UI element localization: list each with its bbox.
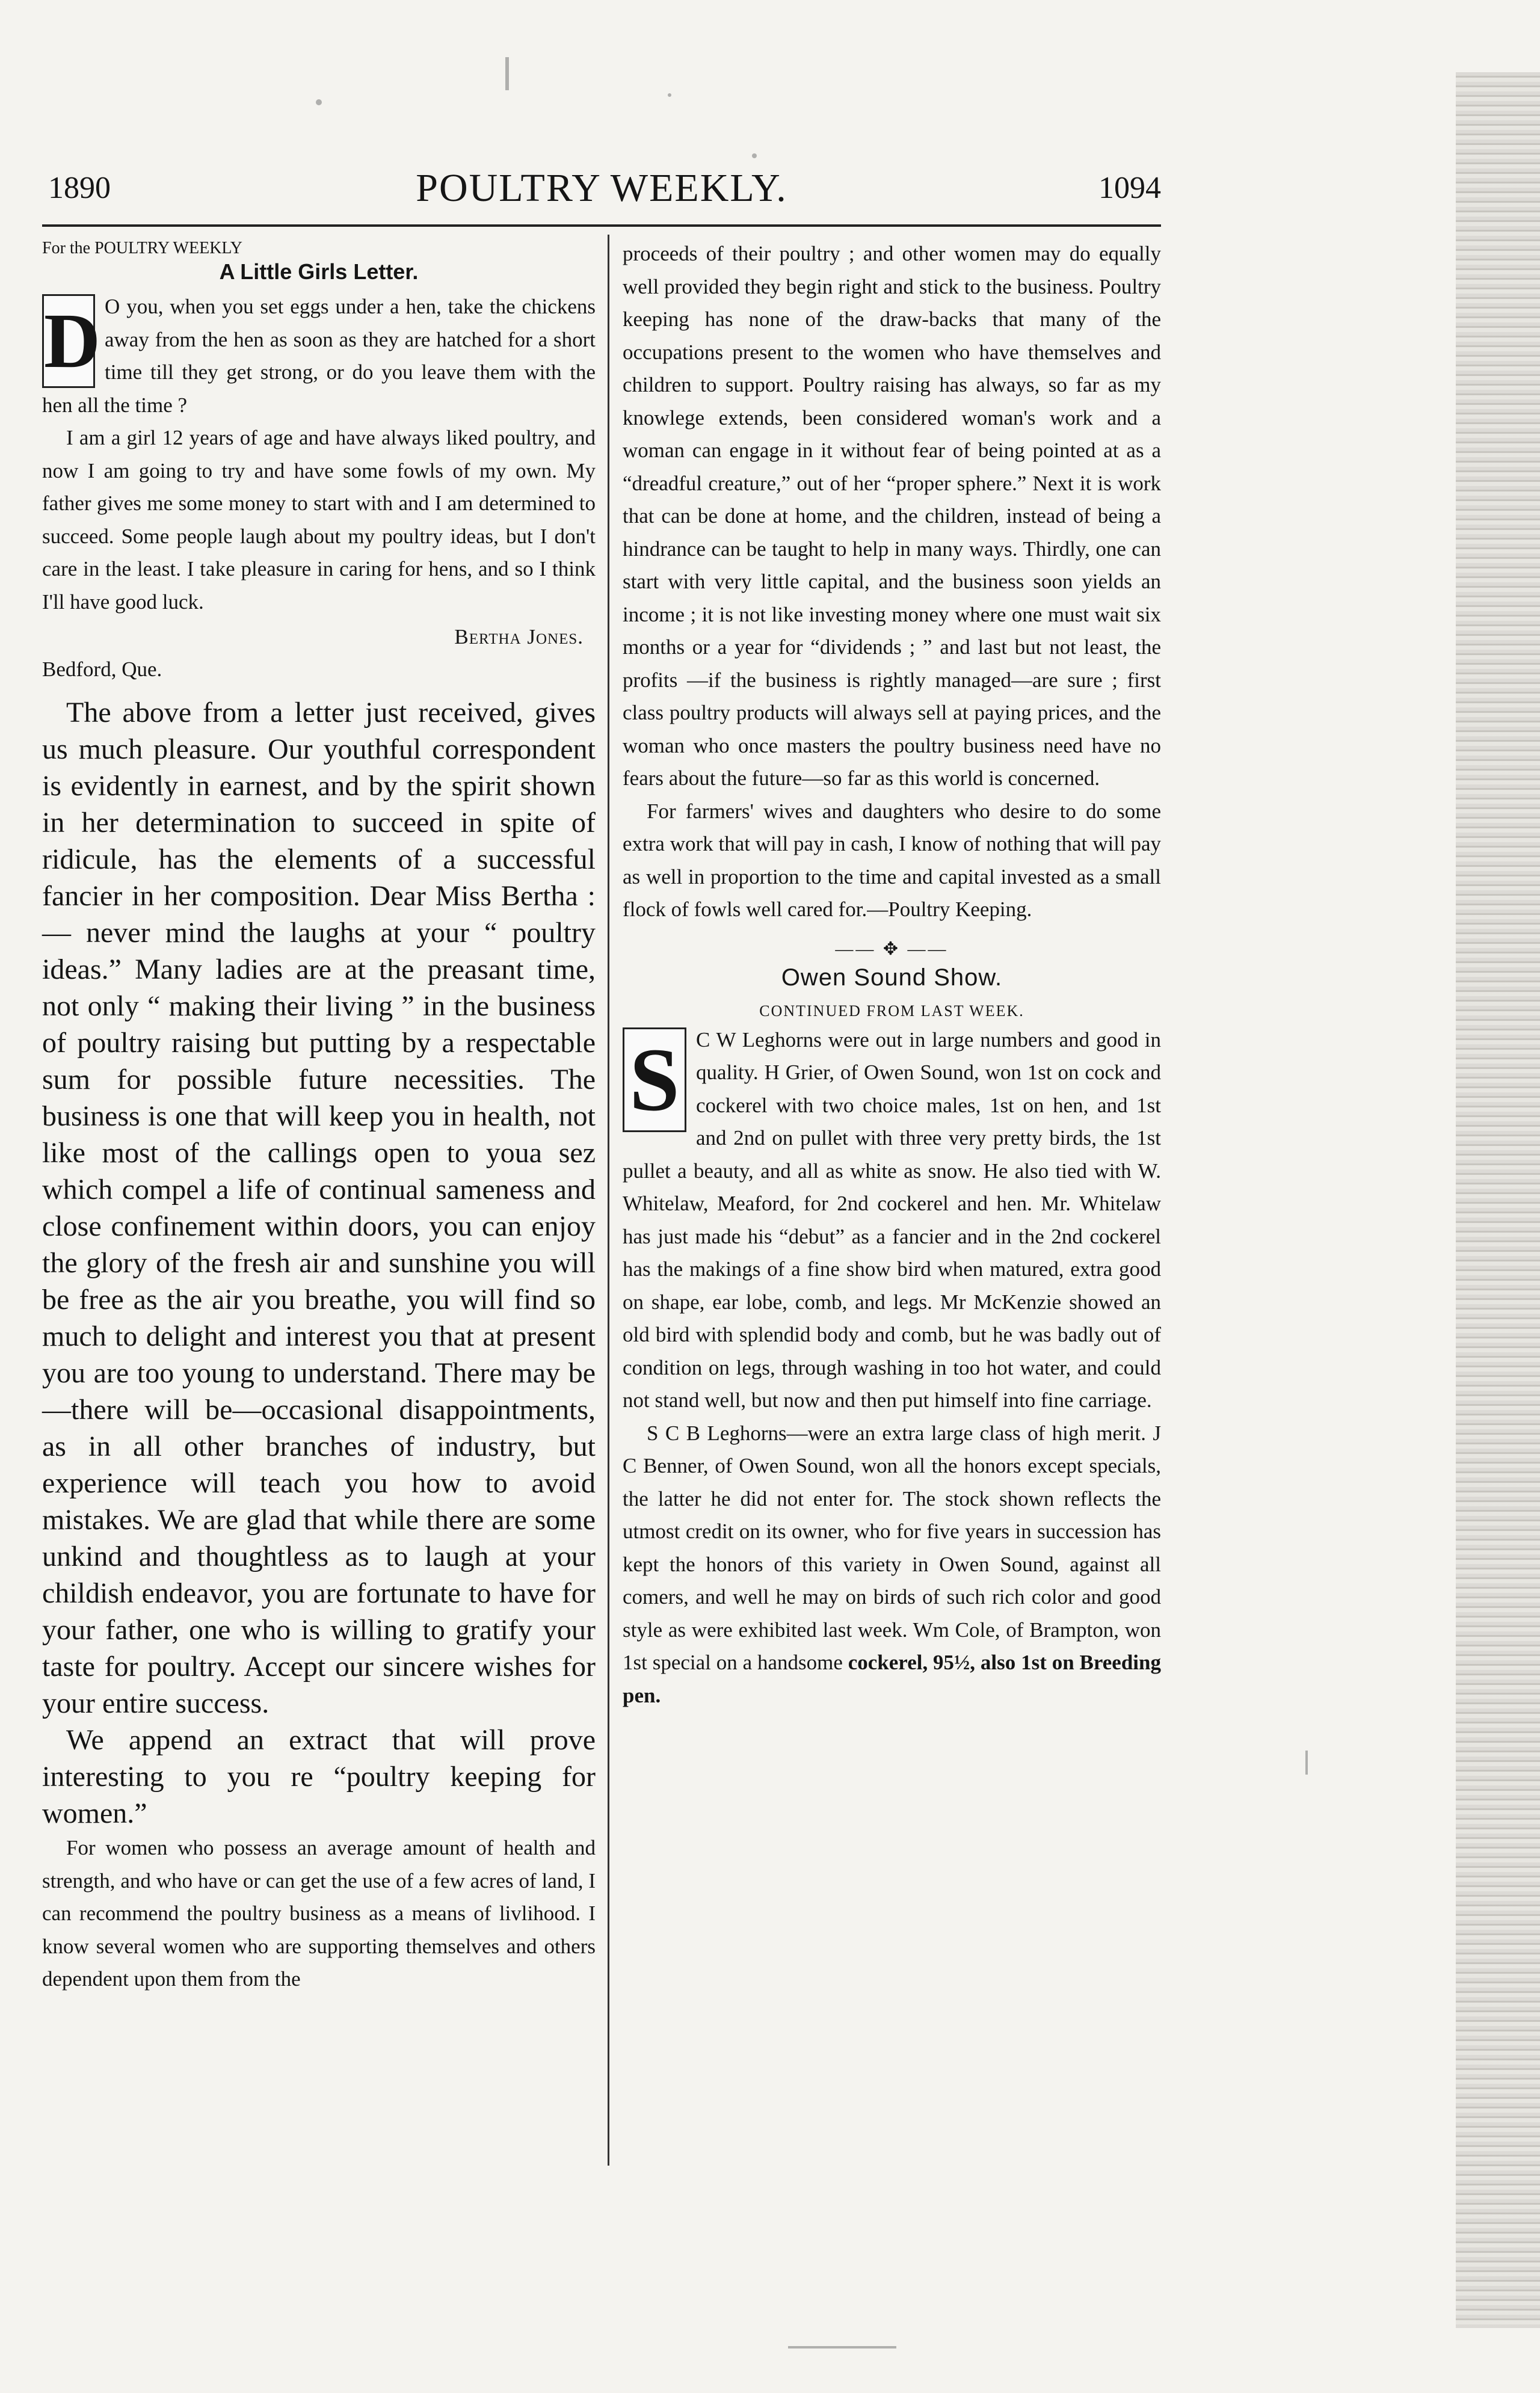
section-ornament: —— ✥ —— xyxy=(835,938,949,959)
dropcap-letter: D xyxy=(42,294,95,388)
show-paragraph: S C W Leghorns were out in large numbers and good in quality. H Grier, of Owen Sound, won 1st on cock and cockerel with two choice males, 1st on hen, and 1st and 2nd on pullet with three very pretty birds, the 1st pullet a beauty, and all as white as snow. He also tied with W. Whitelaw, Meaford, for 2nd cockerel and hen. Mr. Whitelaw has just made his “debut” as a fancier and in the 2nd cockerel has the makings of a fine show bird when matured, extra good on shape, ear lobe, comb, and legs. Mr McKenzie showed an old bird with splendid body and comb, but he was badly out of condition on legs, through washing in too hot water, and could not stand well, but now and then put himself into fine carriage. xyxy=(623,1027,1161,1412)
header-rule xyxy=(42,224,1161,227)
left-column xyxy=(42,238,596,1996)
extract-paragraph: For women who possess an average amount of health and strength, and who have or can get the use of a few acres of land, I can recommend the poultry business as a means of livlihood. I know several women who are supporting themselves and others dependent upon them from the xyxy=(42,1836,596,1991)
scan-speck xyxy=(752,153,757,158)
letter-paragraph: D O you, when you set eggs under a hen, take the chickens away from the hen as soon as they are hatched for a short time till they get strong, or do you leave them with the hen all the time ? xyxy=(42,295,596,417)
extract-paragraph: For farmers' wives and daughters who desire to do some extra work that will pay in cash, I know of nothing that will pay as well in proportion to the time and capital invested as a small flock of fowls well cared for.—Poultry Keeping. xyxy=(623,799,1161,921)
dropcap-letter: S xyxy=(623,1027,686,1132)
scan-speck xyxy=(316,99,322,105)
scan-speck xyxy=(1305,1751,1308,1775)
letter-paragraph: I am a girl 12 years of age and have always liked poultry, and now I am going to try and have some fowls of my own. My father gives me some money to start with and I am determined to succeed. Some people laugh about my poultry ideas, but I don't care in the least. I take pleasure in caring for hens, and so I think I'll have good luck. xyxy=(42,426,596,614)
column-divider xyxy=(608,235,609,2166)
section-subhead: CONTINUED FROM LAST WEEK. xyxy=(759,1002,1024,1020)
right-column xyxy=(623,238,1161,1712)
letter-signature: Bertha Jones. xyxy=(454,625,584,648)
header-page-number: 1094 xyxy=(1098,171,1161,205)
header-year: 1890 xyxy=(48,171,111,205)
scan-speck xyxy=(668,93,671,97)
article-title: A Little Girls Letter. xyxy=(219,259,419,284)
editorial-paragraph: The above from a letter just received, gives us much pleasure. Our youthful correspondent is evidently in earnest, and by the spirit shown in her determination to succeed in spite of ridicule, has the elements of a successful fancier in her composition. Dear Miss Bertha :— never mind the laughs at your “ poultry ideas.” Many ladies are at the preasant time, not only “ making their living ” in the business of poultry raising but putting by a respectable sum for possible future necessities. The business is one that will keep you in health, not like most of the callings open to youa sez which compel a life of continual sameness and close confinement within doors, you can enjoy the glory of the fresh air and sunshine you will be free as the air you breathe, you will find so much to delight and interest you that at present you are too young to understand. There may be—there will be—occasional disappointments, as in all other branches of industry, but experience will teach you how to avoid mistakes. We are glad that while there are some unkind and thoughtless as to laugh at your childish endeavor, you are fortunate to have for your father, one who is willing to gratify your taste for poultry. Accept our sincere wishes for your entire success. xyxy=(42,697,596,1719)
extract-paragraph: proceeds of their poultry ; and other women may do equally well provided they begin right and stick to the business. Poultry keeping has none of the draw-backs that many of the occupations present to the women who have themselves and children to support. Poultry raising has always, so far as my knowlege extends, been considered woman's work and a woman can engage in it without fear of being pointed at as a “dreadful creature,” out of her “proper sphere.” Next it is work that can be done at home, and the children, instead of being a hindrance can be taught to help in many ways. Thirdly, one can start with very little capital, and the business soon yields an income ; it is not like investing money where one must wait six months or a year for “dividends ; ” and last but not least, the profits —if the business is rightly managed—are sure ; first class poultry products will always sell at paying prices, and the woman who once masters the poultry business need have no fears about the future—so far as this world is concerned. xyxy=(623,242,1161,790)
article-source: For the POULTRY WEEKLY xyxy=(42,239,242,257)
header-title: POULTRY WEEKLY. xyxy=(416,166,787,210)
page-header xyxy=(42,159,1161,214)
scan-speck xyxy=(788,2346,896,2348)
show-paragraph: S C B Leghorns—were an extra large class of high merit. J C Benner, of Owen Sound, won all the honors except specials, the latter he did not enter for. The stock shown reflects the utmost credit on its owner, who for five years in succession has kept the honors of this variety in Owen Sound, against all comers, and well he may on birds of such rich color and good style as were exhibited last week. Wm Cole, of Brampton, won 1st special on a handsome cockerel, 95½, also 1st on Breeding pen. xyxy=(623,1421,1161,1707)
editorial-paragraph: We append an extract that will prove interesting to you re “poultry keeping for women.” xyxy=(42,1724,596,1829)
section-title: Owen Sound Show. xyxy=(781,964,1003,991)
scan-speck xyxy=(505,57,509,90)
page-edge-scan xyxy=(1456,72,1540,2328)
letter-place: Bedford, Que. xyxy=(42,658,162,681)
